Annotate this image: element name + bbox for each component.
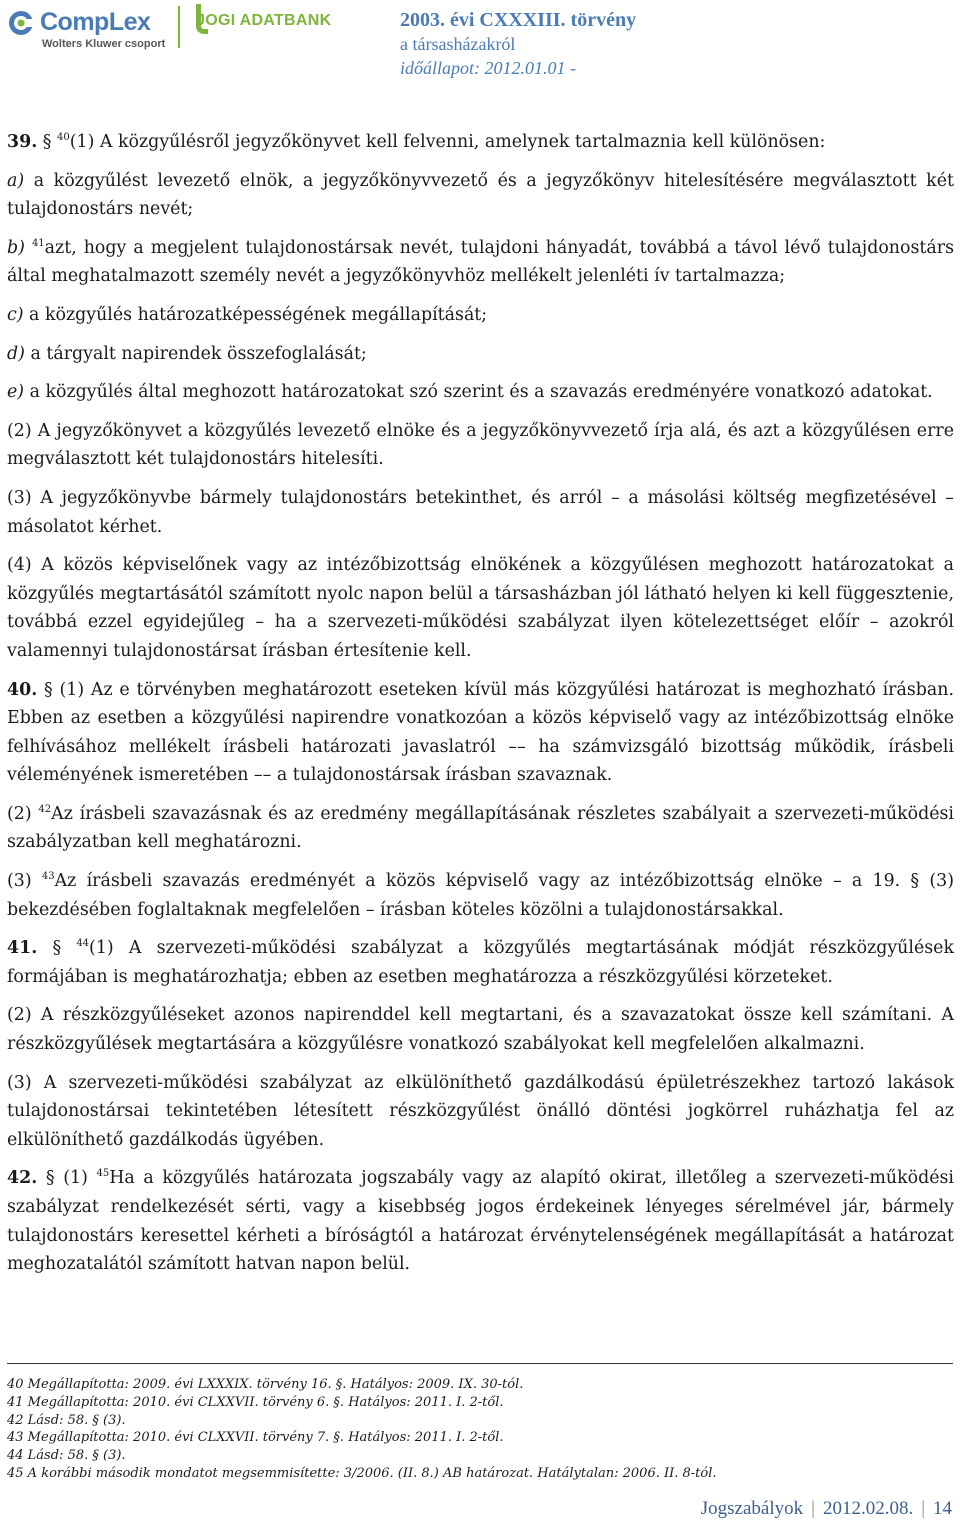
footer-separator: | [811, 1498, 815, 1519]
footnote-ref[interactable]: 44 [76, 938, 90, 950]
brand-subtitle: Wolters Kluwer csoport [42, 38, 166, 50]
paragraph-text: (1) A közgyűlésről jegyzőkönyvet kell felvenni, amelynek tartalmaznia kell különösen: [69, 132, 826, 152]
time-state: időállapot: 2012.01.01 - [400, 58, 576, 78]
footnote-41: 41 Megállapította: 2010. évi CLXXVII. törvény 6. §. Hatályos: 2011. I. 2-től. [7, 1394, 504, 1410]
section-number: 42. [7, 1168, 38, 1189]
footnote-42: 42 Lásd: 58. § (3). [7, 1412, 126, 1428]
document-identity [400, 8, 636, 80]
section-number: 39. [7, 132, 38, 152]
page-header [0, 0, 960, 100]
footnote-43: 43 Megállapította: 2010. évi CLXXVII. törvény 7. §. Hatályos: 2011. I. 2-től. [7, 1430, 504, 1446]
point-e [7, 378, 954, 407]
point-a [7, 167, 954, 224]
paragraph-text: Az írásbeli szavazásnak és az eredmény megállapításának részletes szabályait a szervezeti-működési szabályzatban kell meghatározni. [7, 803, 954, 853]
section-sign: § [44, 679, 53, 700]
footer-date: 2012.02.08. [822, 1498, 914, 1519]
paragraph-number: (2) [7, 803, 39, 824]
complex-logo-icon [8, 10, 34, 36]
database-name: JOGI ADATBANK [196, 12, 332, 29]
point-label: c) [7, 304, 24, 325]
section-41-para-3: (3) A szervezeti-működési szabályzat az elkülöníthető gazdálkodású épületrészekhez tartozó lakások tulajdonostársai tekintetében létesített részközgyűlést önálló döntési jogkörrel ruházhatja fel az elkülöníthető gazdálkodás ügyében. [7, 1072, 954, 1150]
point-c [7, 301, 954, 330]
point-text: a közgyűlés határozatképességének megállapítását; [23, 304, 488, 325]
header-divider [178, 6, 180, 48]
section-39-para-2: (2) A jegyzőkönyvet a közgyűlés levezető elnöke és a jegyzőkönyvvezető írja alá, és azt a közgyűlésen erre megválasztott két tulajdonostárs hitelesíti. [7, 420, 954, 470]
point-b [7, 234, 954, 291]
paragraph-text: (1) Az e törvényben meghatározott eseteken kívül más közgyűlési határozat is meghozható írásban. Ebben az esetben a közgyűlési napirendre vonatkozóan a közös képviselő vagy az intézőbizottság elnöke felhívásához mellékelt írásbeli határozati javaslatról –– ha számvizsgáló bizottság működik, írásbeli véleményének ismeretében –– a tulajdonostársak írásban szavaznak. [7, 679, 955, 786]
footnote-40: 40 Megállapította: 2009. évi LXXXIX. törvény 16. §. Hatályos: 2009. IX. 30-tól. [7, 1377, 524, 1392]
point-text: a közgyűlést levezető elnök, a jegyzőkönyvvezető és a jegyzőkönyv hitelesítésére megválasztott két tulajdonostárs nevét; [7, 170, 954, 220]
footnote-ref[interactable]: 42 [38, 803, 52, 815]
page-number: 14 [933, 1498, 952, 1519]
point-text: a közgyűlés által meghozott határozatokat szó szerint és a szavazás eredményére vonatkozó adatokat. [24, 382, 933, 403]
point-d [7, 340, 954, 369]
footnote-ref[interactable]: 43 [41, 871, 55, 883]
footnote-ref[interactable]: 40 [57, 132, 70, 143]
point-label: a) [7, 170, 25, 191]
section-sign: § [52, 938, 62, 959]
footnote-44: 44 Lásd: 58. § (3). [7, 1448, 126, 1464]
footnote-divider [7, 1363, 953, 1364]
section-number: 40. [7, 679, 38, 700]
footnotes [7, 1376, 953, 1483]
footnote-ref[interactable]: 45 [96, 1168, 110, 1180]
paragraph-number: (3) [7, 871, 42, 892]
section-sign: § [45, 1168, 55, 1189]
footer-separator: | [921, 1498, 925, 1519]
section-39-para-1 [7, 128, 954, 157]
footer-source: Jogszabályok [700, 1498, 804, 1519]
section-number: 41. [7, 938, 38, 959]
paragraph-text: Az írásbeli szavazás eredményét a közös képviselő vagy az intézőbizottság elnöke – a 19. § (3) bekezdésében foglaltaknak megfelelően – írásban köteles közölni a tulajdonostársakkal. [7, 871, 954, 920]
paragraph-text: Ha a közgyűlés határozata jogszabály vagy az alapító okirat, illetőleg a szervezeti-működési szabályzat rendelkezését sérti, vagy a kisebbség jogos érdekeinek lényeges sérelmével jár, bármely tulajdonostárs keresettel kérheti a bíróságtól a határozat érvénytelenségének megállapítását a határozat meghozatalától számított hatvan napon belül. [7, 1168, 954, 1275]
paragraph-text: (1) A szervezeti-működési szabályzat a közgyűlés megtartásának módját részközgyűlések formájában is meghatározhatja; ebben az esetben meghatározza a részközgyűlési körzeteket. [7, 938, 954, 987]
section-39-para-4: (4) A közös képviselőnek vagy az intézőbizottság elnökének a közgyűlésen meghozott határozatokat a közgyűlés megtartásától számított nyolc napon belül a társasházban jól látható helyen ki kell függesztenie, továbbá ezzel egyidejűleg – ha a szervezeti-működési szabályzat ilyen kötelezettséget előír – azokról valamennyi tulajdonostársat írásban értesítenie kell. [7, 555, 954, 661]
point-label: e) [7, 382, 25, 403]
paragraph-number: (1) [54, 1168, 97, 1189]
footnote-45: 45 A korábbi második mondatot megsemmisítette: 3/2006. (II. 8.) AB határozat. Hatálytalan: 2006. II. 8-tól. [7, 1465, 717, 1481]
point-label: b) [7, 237, 25, 258]
section-41-para-2: (2) A részközgyűléseket azonos napirenddel kell megtartani, és a szavazatokat össze kell számítani. A részközgyűlések megtartására a közgyűlésre vonatkozó szabályokat kell megfelelően alkalmazni. [7, 1005, 954, 1055]
section-39-para-3: (3) A jegyzőkönyvbe bármely tulajdonostárs betekinthet, és arról – a másolási költség megfizetésével – másolatot kérhet. [7, 487, 954, 537]
law-subject: a társasházakról [400, 34, 516, 54]
point-text: a tárgyalt napirendek összefoglalását; [24, 343, 367, 364]
brand-name: CompLex [40, 8, 151, 36]
point-label: d) [7, 343, 25, 364]
footnote-ref[interactable]: 41 [31, 237, 45, 249]
section-40-para-3 [7, 867, 954, 924]
section-40-para-2 [7, 800, 954, 857]
section-41-para-1 [7, 934, 954, 991]
point-text: azt, hogy a megjelent tulajdonostársak nevét, tulajdoni hányadát, továbbá a távol lévő tulajdonostárs által meghatalmazott személy nevét a jegyzőkönyvhöz mellékelt jelenléti ív tartalmazza; [7, 237, 954, 287]
section-sign: § [42, 132, 52, 152]
document-body [7, 128, 954, 1289]
law-title: 2003. évi CXXXIII. törvény [400, 9, 637, 31]
section-40-para-1 [7, 676, 954, 790]
page-footer [701, 1498, 952, 1520]
section-42-para-1 [7, 1164, 954, 1278]
